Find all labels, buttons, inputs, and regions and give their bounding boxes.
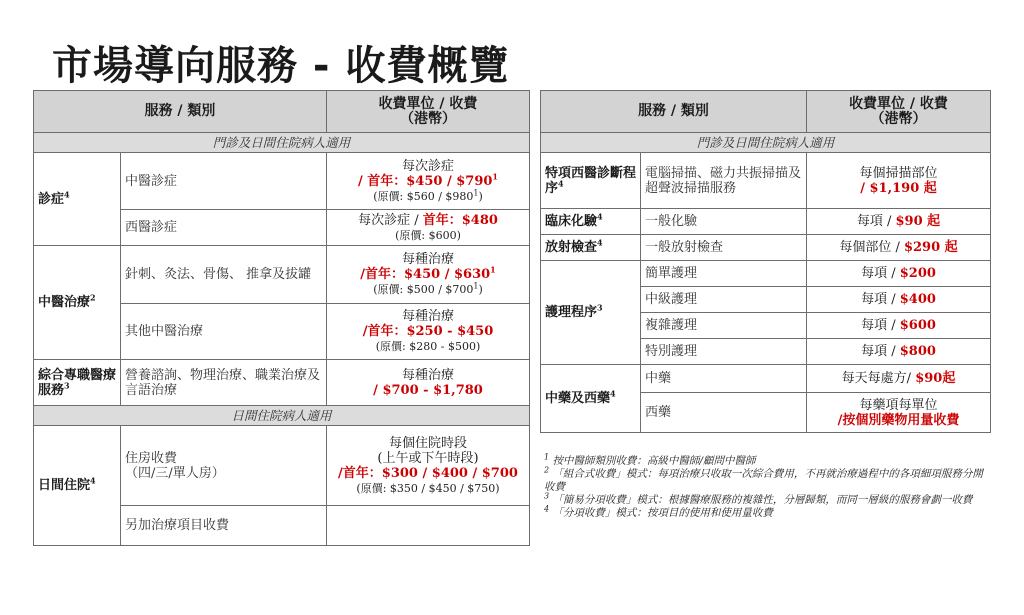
fee-nursing-simple: 每項 / $200 (807, 261, 991, 287)
fee-wm-consult: 每次診症 / 首年：$480 (原價: $600) (327, 210, 530, 246)
fee-table-left (33, 90, 530, 546)
fee-nursing-complex: 每項 / $600 (807, 313, 991, 339)
table-row (541, 209, 991, 235)
service-allied: 營養諮詢、物理治療、職業治療及言語治療 (121, 360, 327, 406)
service-acupuncture: 針刺、灸法、骨傷、 推拿及拔罐 (121, 246, 327, 304)
service-tcm-consult: 中醫診症 (121, 153, 327, 210)
service-wm-consult: 西醫診症 (121, 210, 327, 246)
category-day-hospital: 日間住院$^4$ (34, 426, 121, 546)
footnote-2: $^2$ 「組合式收費」模式：每項治療只收取一次綜合費用，不再就治療過程中的各項細項服務分開收費 (544, 465, 983, 493)
table-header-row (34, 91, 530, 133)
service-other-tcm: 其他中醫治療 (121, 304, 327, 360)
fee-xray: 每個部位 / $290 起 (807, 235, 991, 261)
fee-lab: 每項 / $90 起 (807, 209, 991, 235)
section-outpatient: 門診及日間住院病人適用 (34, 133, 530, 153)
table-row (34, 246, 530, 304)
fee-room: 每個住院時段 (上午或下午時段) /首年：$300 / $400 / $700 (原價: $350 / $450 / $750) (327, 426, 530, 506)
section-outpatient: 門診及日間住院病人適用 (541, 133, 991, 153)
section-day-inpatient: 日間住院病人適用 (34, 406, 530, 426)
footnote-4: $^4$ 「分項收費」模式：按項目的使用和使用量收費 (544, 504, 773, 519)
fee-tcm-consult: 每次診症 / 首年：$450 / $\$790^1$ (原價: $560 / $\$980^1$) (327, 153, 530, 210)
category-clinic: 診症$^4$ (34, 153, 121, 246)
service-nursing-complex: 複雜護理 (641, 313, 807, 339)
fee-table-right (540, 90, 991, 433)
table-row (541, 235, 991, 261)
category-scan: 特項西醫診斷程序$^4$ (541, 153, 641, 209)
fee-western-medicine: 每藥項每單位 /按個別藥物用量收費 (807, 393, 991, 433)
table-row (34, 360, 530, 406)
header-fee: 收費單位 / 收費 （港幣） (807, 91, 991, 133)
fee-allied: 每種治療 / $700 - $1,780 (327, 360, 530, 406)
header-service: 服務 / 類別 (541, 91, 807, 133)
fee-scan: 每個掃描部位 / $1,190 起 (807, 153, 991, 209)
fee-chinese-medicine: 每天每處方/ $90起 (807, 365, 991, 393)
table-row (541, 261, 991, 287)
footnote-1: $^1$ 按中醫師類別收費：高級中醫師/顧問中醫師 (544, 452, 756, 467)
page-title: 市場導向服務 - 收費概覽 (52, 43, 510, 89)
service-nursing-special: 特別護理 (641, 339, 807, 365)
footnote-3: $^3$ 「簡易分項收費」模式：根據醫療服務的複雜性，分層歸類，而同一層級的服務會劃一收費 (544, 491, 973, 506)
category-tcm-treatment: 中醫治療$^2$ (34, 246, 121, 360)
table-row (34, 426, 530, 506)
fee-acupuncture: 每種治療 /首年：$450 / $\$630^1$ (原價: $500 / $\$700^1$) (327, 246, 530, 304)
fee-nursing-special: 每項 / $800 (807, 339, 991, 365)
service-xray: 一般放射檢查 (641, 235, 807, 261)
table-header-row (541, 91, 991, 133)
fee-nursing-intermediate: 每項 / $400 (807, 287, 991, 313)
service-room: 住房收費 （四/三/單人房） (121, 426, 327, 506)
fee-extra (327, 506, 530, 546)
header-service: 服務 / 類別 (34, 91, 327, 133)
service-western-medicine: 西藥 (641, 393, 807, 433)
table-row (541, 153, 991, 209)
category-lab: 臨床化驗$^4$ (541, 209, 641, 235)
header-fee: 收費單位 / 收費 （港幣） (327, 91, 530, 133)
service-extra: 另加治療項目收費 (121, 506, 327, 546)
category-allied-health: 綜合專職醫療服務$^3$ (34, 360, 121, 406)
service-scan: 電腦掃描、磁力共振掃描及超聲波掃描服務 (641, 153, 807, 209)
category-xray: 放射檢查$^4$ (541, 235, 641, 261)
category-drugs: 中藥及西藥$^4$ (541, 365, 641, 433)
service-nursing-simple: 簡單護理 (641, 261, 807, 287)
service-chinese-medicine: 中藥 (641, 365, 807, 393)
service-nursing-intermediate: 中級護理 (641, 287, 807, 313)
category-nursing: 護理程序$^3$ (541, 261, 641, 365)
footnotes (544, 452, 984, 520)
service-lab: 一般化驗 (641, 209, 807, 235)
table-row (541, 365, 991, 393)
table-row (34, 153, 530, 210)
fee-other-tcm: 每種治療 /首年：$250 - $450 (原價: $280 - $500) (327, 304, 530, 360)
